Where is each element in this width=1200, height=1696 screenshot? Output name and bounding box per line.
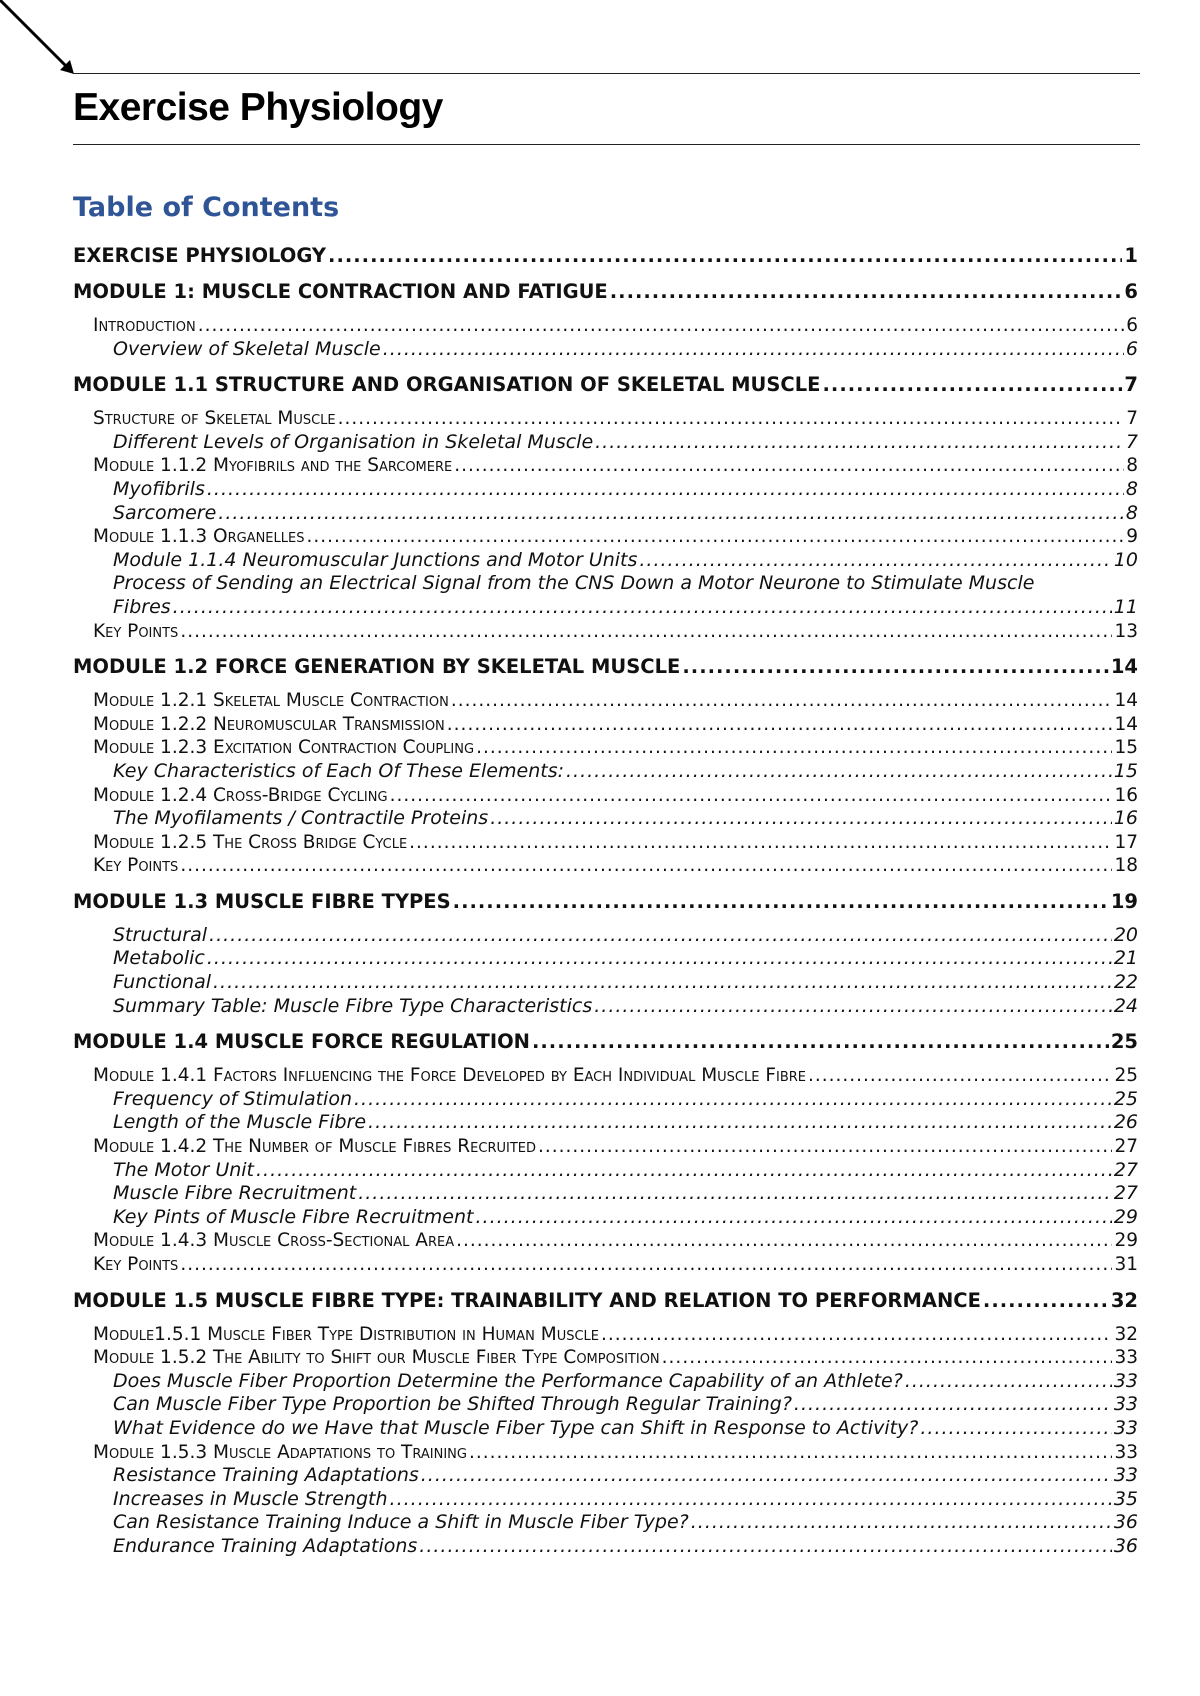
toc-entry-title: Key Characteristics of Each Of These Elements: — [113, 759, 564, 782]
toc-entry-page: 14 — [1114, 690, 1138, 712]
toc-entry-module-1-1-2[interactable] — [73, 454, 1138, 478]
toc-entry-page: 33 — [1114, 1441, 1138, 1463]
toc-entry-title: Module1.5.1 Muscle Fiber Type Distribution in Human Muscle — [93, 1323, 599, 1345]
toc-entry-myofilaments[interactable] — [73, 807, 1138, 831]
toc-entry-resistance-fiber-shift[interactable] — [73, 1511, 1138, 1535]
title-top-rule — [73, 73, 1140, 74]
toc-entry-page: 6 — [1124, 280, 1138, 303]
toc-entry-module-1-4-2[interactable] — [73, 1135, 1138, 1159]
toc-entry-key-pints-recruitment[interactable] — [73, 1206, 1138, 1230]
toc-entry-page: 29 — [1114, 1230, 1138, 1252]
title-bottom-rule — [73, 144, 1140, 145]
toc-entry-page: 10 — [1113, 548, 1138, 571]
toc-entry-page: 16 — [1113, 807, 1138, 830]
toc-entry-sarcomere[interactable] — [73, 502, 1138, 526]
toc-entry-motor-unit[interactable] — [73, 1159, 1138, 1183]
toc-entry-title: Process of Sending an Electrical Signal from the CNS Down a Motor Neurone to Stimulate Muscle — [113, 572, 1035, 595]
toc-entry-page: 32 — [1114, 1323, 1138, 1345]
table-of-contents — [73, 244, 1138, 1559]
toc-entry-title: Module 1.4.2 The Number of Muscle Fibres Recruited — [93, 1136, 536, 1158]
toc-entry-page: 7 — [1125, 430, 1138, 453]
toc-entry-title: Resistance Training Adaptations — [113, 1464, 419, 1487]
toc-entry-page: 33 — [1113, 1393, 1138, 1416]
toc-entry-muscle-strength[interactable] — [73, 1488, 1138, 1512]
toc-entry-summary-table[interactable] — [73, 995, 1138, 1019]
toc-entry-page: 33 — [1114, 1347, 1138, 1369]
toc-entry-page: 25 — [1114, 1065, 1138, 1087]
toc-entry-key-points-1-1[interactable] — [73, 620, 1138, 644]
toc-entry-page: 27 — [1113, 1182, 1138, 1205]
toc-entry-title: Module 1.2.3 Excitation Contraction Coupling — [93, 737, 475, 759]
toc-entry-title: MODULE 1.1 STRUCTURE AND ORGANISATION OF SKELETAL MUSCLE — [73, 373, 821, 397]
toc-entry-structural[interactable] — [73, 924, 1138, 948]
toc-entry-module-1-5-2[interactable] — [73, 1346, 1138, 1370]
toc-entry-title: Myofibrils — [113, 477, 205, 500]
toc-entry-module-1-4-1[interactable] — [73, 1064, 1138, 1088]
toc-entry-page: 8 — [1125, 477, 1138, 500]
toc-entry-title: Overview of Skeletal Muscle — [113, 337, 381, 360]
toc-entry-page: 15 — [1113, 759, 1138, 782]
toc-entry-title: The Motor Unit — [113, 1158, 254, 1181]
toc-entry-key-characteristics[interactable] — [73, 760, 1138, 784]
toc-entry-title: Does Muscle Fiber Proportion Determine the Performance Capability of an Athlete? — [113, 1369, 903, 1392]
toc-entry-title: Structural — [113, 923, 208, 946]
toc-entry-page: 15 — [1114, 737, 1138, 759]
toc-entry-title: Module 1.4.1 Factors Influencing the Force Developed by Each Individual Muscle Fibre — [93, 1065, 806, 1087]
toc-entry-fibre-recruitment[interactable] — [73, 1182, 1138, 1206]
toc-entry-metabolic[interactable] — [73, 947, 1138, 971]
toc-entry-module-1-2[interactable] — [73, 655, 1138, 679]
toc-entry-title: Key Pints of Muscle Fibre Recruitment — [113, 1205, 474, 1228]
toc-entry-page: 24 — [1113, 994, 1138, 1017]
toc-entry-page: 25 — [1113, 1087, 1138, 1110]
toc-entry-title: MODULE 1.3 MUSCLE FIBRE TYPES — [73, 889, 451, 913]
toc-entry-resistance-adaptations[interactable] — [73, 1464, 1138, 1488]
toc-entry-title: Module 1.1.3 Organelles — [93, 526, 305, 548]
toc-entry-module-1-5[interactable] — [73, 1289, 1138, 1313]
toc-entry-myofibrils[interactable] — [73, 478, 1138, 502]
toc-entry-title: Module 1.5.3 Muscle Adaptations to Training — [93, 1441, 467, 1463]
toc-entry-module-1-2-1[interactable] — [73, 689, 1138, 713]
toc-entry-title: MODULE 1.2 FORCE GENERATION BY SKELETAL MUSCLE — [73, 655, 681, 679]
toc-entry-structure-skeletal-muscle[interactable] — [73, 407, 1138, 431]
toc-entry-title: Summary Table: Muscle Fibre Type Characteristics — [113, 994, 593, 1017]
toc-entry-fiber-proportion-shift[interactable] — [73, 1393, 1138, 1417]
toc-entry-title: Can Muscle Fiber Type Proportion be Shifted Through Regular Training? — [113, 1393, 792, 1416]
toc-entry-title: Module 1.1.4 Neuromuscular Junctions and Motor Units — [113, 548, 638, 571]
toc-entry-page: 8 — [1125, 501, 1138, 524]
toc-entry-page: 25 — [1110, 1030, 1138, 1054]
toc-entry-functional[interactable] — [73, 971, 1138, 995]
toc-entry-page: 19 — [1110, 889, 1138, 913]
toc-entry-title-cont: Fibres — [113, 595, 171, 618]
toc-entry-title: Length of the Muscle Fibre — [113, 1111, 367, 1134]
toc-entry-overview-skeletal-muscle[interactable] — [73, 338, 1138, 362]
toc-entry-module-1-4-3[interactable] — [73, 1229, 1138, 1253]
toc-entry-page: 27 — [1114, 1136, 1138, 1158]
toc-entry-exercise-physiology[interactable] — [73, 244, 1138, 268]
toc-entry-page: 33 — [1113, 1369, 1138, 1392]
toc-entry-title: Key Points — [93, 855, 179, 877]
toc-entry-title: MODULE 1.4 MUSCLE FORCE REGULATION — [73, 1030, 530, 1054]
pointer-arrow-icon — [0, 0, 80, 80]
toc-entry-title: MODULE 1: MUSCLE CONTRACTION AND FATIGUE — [73, 280, 608, 303]
toc-entry-module-1-1-4[interactable] — [73, 549, 1138, 573]
toc-entry-frequency-of-stimulation[interactable] — [73, 1088, 1138, 1112]
toc-entry-page: 16 — [1114, 784, 1138, 806]
toc-entry-page: 27 — [1113, 1158, 1138, 1181]
toc-entry-title: Module 1.4.3 Muscle Cross-Sectional Area — [93, 1230, 455, 1252]
toc-entry-page: 7 — [1124, 373, 1138, 397]
toc-entry-title: What Evidence do we Have that Muscle Fiber Type can Shift in Response to Activity? — [113, 1416, 919, 1439]
toc-entry-page: 33 — [1113, 1416, 1138, 1439]
toc-entry-title: Module 1.2.5 The Cross Bridge Cycle — [93, 831, 408, 853]
toc-entry-fiber-shift-evidence[interactable] — [73, 1417, 1138, 1441]
toc-entry-title: Structure of Skeletal Muscle — [93, 408, 336, 430]
toc-entry-signal-process-line2[interactable] — [73, 596, 1138, 620]
toc-entry-title: Increases in Muscle Strength — [113, 1487, 388, 1510]
toc-entry-fiber-proportion-performance[interactable] — [73, 1370, 1138, 1394]
toc-entry-page: 36 — [1113, 1534, 1138, 1557]
toc-entry-levels-of-organisation[interactable] — [73, 431, 1138, 455]
toc-entry-page: 20 — [1113, 923, 1138, 946]
toc-entry-page: 26 — [1113, 1111, 1138, 1134]
toc-entry-title: Different Levels of Organisation in Skeletal Muscle — [113, 430, 594, 453]
toc-entry-module-1-2-5[interactable] — [73, 831, 1138, 855]
toc-entry-title: Can Resistance Training Induce a Shift in Muscle Fiber Type? — [113, 1511, 689, 1534]
toc-entry-page: 14 — [1110, 655, 1138, 679]
toc-entry-title: Module 1.2.2 Neuromuscular Transmission — [93, 713, 445, 735]
toc-entry-page: 13 — [1114, 620, 1138, 642]
toc-entry-title: Frequency of Stimulation — [113, 1087, 353, 1110]
toc-entry-page: 36 — [1113, 1511, 1138, 1534]
toc-entry-title: The Myofilaments / Contractile Proteins — [113, 807, 489, 830]
toc-entry-page: 22 — [1113, 971, 1138, 994]
toc-heading: Table of Contents — [73, 192, 340, 223]
toc-entry-signal-process-line1[interactable] — [73, 572, 1138, 596]
toc-entry-page: 9 — [1126, 526, 1138, 548]
toc-entry-title: Module 1.2.1 Skeletal Muscle Contraction — [93, 690, 449, 712]
toc-entry-endurance-adaptations[interactable] — [73, 1535, 1138, 1559]
toc-entry-module-1-2-4[interactable] — [73, 784, 1138, 808]
toc-entry-module-1-5-3[interactable] — [73, 1441, 1138, 1465]
toc-entry-title: Sarcomere — [113, 501, 217, 524]
toc-entry-title: Muscle Fibre Recruitment — [113, 1182, 357, 1205]
toc-entry-page: 8 — [1126, 455, 1138, 477]
toc-entry-page: 21 — [1113, 947, 1138, 970]
toc-entry-title: Introduction — [93, 315, 196, 336]
toc-entry-title: Key Points — [93, 620, 179, 642]
toc-entry-page: 32 — [1110, 1288, 1138, 1312]
toc-entry-length-of-muscle-fibre[interactable] — [73, 1111, 1138, 1135]
toc-entry-title: EXERCISE PHYSIOLOGY — [73, 244, 327, 267]
toc-entry-page: 11 — [1113, 595, 1138, 618]
toc-entry-title: Endurance Training Adaptations — [113, 1534, 418, 1557]
toc-entry-title: Module 1.5.2 The Ability to Shift our Muscle Fiber Type Composition — [93, 1347, 660, 1369]
toc-entry-title: Metabolic — [113, 947, 205, 970]
toc-entry-key-points-1-2[interactable] — [73, 854, 1138, 878]
toc-entry-key-points-1-4[interactable] — [73, 1253, 1138, 1277]
toc-entry-title: Module 1.1.2 Myofibrils and the Sarcomere — [93, 455, 453, 477]
toc-entry-introduction[interactable] — [73, 314, 1138, 338]
toc-entry-title: Key Points — [93, 1254, 179, 1275]
toc-entry-page: 18 — [1114, 855, 1138, 877]
toc-entry-page: 35 — [1113, 1487, 1138, 1510]
toc-entry-page: 31 — [1114, 1254, 1138, 1275]
toc-entry-module-1-5-1[interactable] — [73, 1323, 1138, 1347]
toc-entry-title: Module 1.2.4 Cross-Bridge Cycling — [93, 784, 388, 806]
toc-entry-page: 33 — [1113, 1464, 1138, 1487]
toc-entry-module-1[interactable] — [73, 280, 1138, 304]
toc-entry-title: Functional — [113, 971, 212, 994]
toc-entry-page: 17 — [1114, 831, 1138, 853]
toc-entry-page: 14 — [1114, 713, 1138, 735]
toc-entry-module-1-2-2[interactable] — [73, 713, 1138, 737]
toc-entry-module-1-4[interactable] — [73, 1030, 1138, 1054]
toc-entry-page: 6 — [1125, 337, 1138, 360]
toc-entry-page: 6 — [1126, 315, 1138, 336]
document-title: Exercise Physiology — [73, 86, 443, 129]
toc-entry-page: 1 — [1124, 244, 1138, 267]
toc-entry-module-1-1-3[interactable] — [73, 525, 1138, 549]
toc-entry-page: 7 — [1126, 408, 1138, 430]
toc-entry-module-1-1[interactable] — [73, 373, 1138, 397]
toc-entry-page: 29 — [1113, 1205, 1138, 1228]
toc-entry-module-1-2-3[interactable] — [73, 736, 1138, 760]
toc-entry-title: MODULE 1.5 MUSCLE FIBRE TYPE: TRAINABILITY AND RELATION TO PERFORMANCE — [73, 1288, 981, 1312]
toc-entry-module-1-3[interactable] — [73, 890, 1138, 914]
